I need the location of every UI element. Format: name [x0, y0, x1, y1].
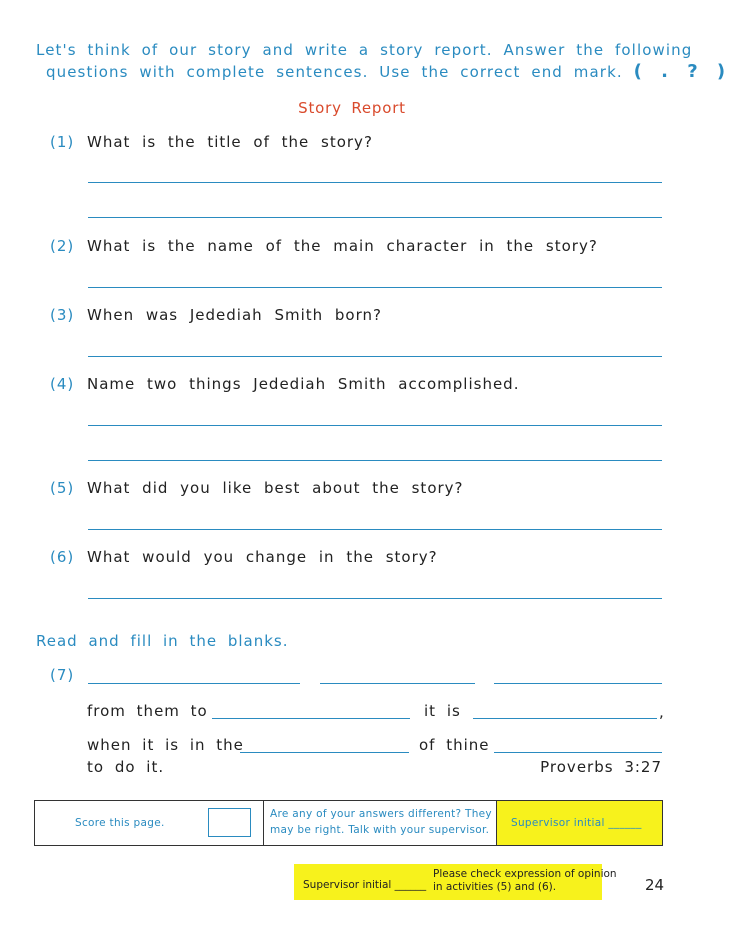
score-input-box[interactable] — [208, 808, 251, 837]
supervisor-initial-cell[interactable] — [496, 801, 662, 845]
answer-line-2[interactable] — [88, 287, 662, 288]
question-number: (1) — [50, 133, 75, 151]
opinion-check-line-1: Please check expression of opinion — [433, 868, 617, 880]
answer-line-4b[interactable] — [88, 460, 662, 461]
score-cell — [35, 801, 263, 845]
question-number: (5) — [50, 479, 75, 497]
score-box — [34, 800, 663, 846]
answer-line-6[interactable] — [88, 598, 662, 599]
question-number: (3) — [50, 306, 75, 324]
text-to-do-it: to do it. — [87, 758, 165, 776]
supervisor-initial-label: Supervisor initial ______ — [511, 817, 642, 829]
text-of-thine: of thine — [419, 736, 490, 754]
question-number-7: (7) — [50, 666, 75, 684]
answer-line-1b[interactable] — [88, 217, 662, 218]
supervisor-initial-label-2: Supervisor initial ______ — [303, 879, 427, 891]
question-text: What is the title of the story? — [87, 133, 373, 151]
question-text: What would you change in the story? — [87, 548, 438, 566]
fill-section-heading: Read and fill in the blanks. — [36, 632, 289, 650]
question-text: When was Jedediah Smith born? — [87, 306, 382, 324]
blank-7g[interactable] — [494, 752, 662, 753]
blank-7a[interactable] — [88, 683, 300, 684]
opinion-check-note — [294, 864, 617, 900]
scripture-reference: Proverbs 3:27 — [540, 758, 662, 776]
blank-7f[interactable] — [240, 752, 409, 753]
answer-line-4a[interactable] — [88, 425, 662, 426]
question-number: (4) — [50, 375, 75, 393]
answer-line-1a[interactable] — [88, 182, 662, 183]
text-when-it-is-in-the: when it is in the — [87, 736, 244, 754]
answer-line-3[interactable] — [88, 356, 662, 357]
text-from-them-to: from them to — [87, 702, 208, 720]
text-it-is: it is — [424, 702, 461, 720]
note-cell — [263, 801, 496, 845]
question-number: (6) — [50, 548, 75, 566]
score-label: Score this page. — [75, 817, 165, 829]
answer-line-5[interactable] — [88, 529, 662, 530]
question-number: (2) — [50, 237, 75, 255]
question-text: What did you like best about the story? — [87, 479, 464, 497]
blank-7d[interactable] — [212, 718, 410, 719]
page-number: 24 — [645, 876, 665, 894]
question-text: What is the name of the main character in the story? — [87, 237, 598, 255]
comma: , — [659, 703, 665, 721]
blank-7c[interactable] — [494, 683, 662, 684]
question-text: Name two things Jedediah Smith accomplished. — [87, 375, 520, 393]
opinion-check-line-2: in activities (5) and (6). — [433, 881, 557, 893]
note-line-2: may be right. Talk with your supervisor. — [270, 824, 490, 836]
end-marks: ( . ? ) — [633, 61, 729, 82]
instructions-line-2: questions with complete sentences. Use the correct end mark. ( . ? ) — [46, 61, 729, 82]
page-title: Story Report — [298, 99, 406, 117]
instructions-line-1: Let's think of our story and write a story report. Answer the following — [36, 41, 693, 59]
note-line-1: Are any of your answers different? They — [270, 808, 492, 820]
blank-7e[interactable] — [473, 718, 657, 719]
blank-7b[interactable] — [320, 683, 475, 684]
